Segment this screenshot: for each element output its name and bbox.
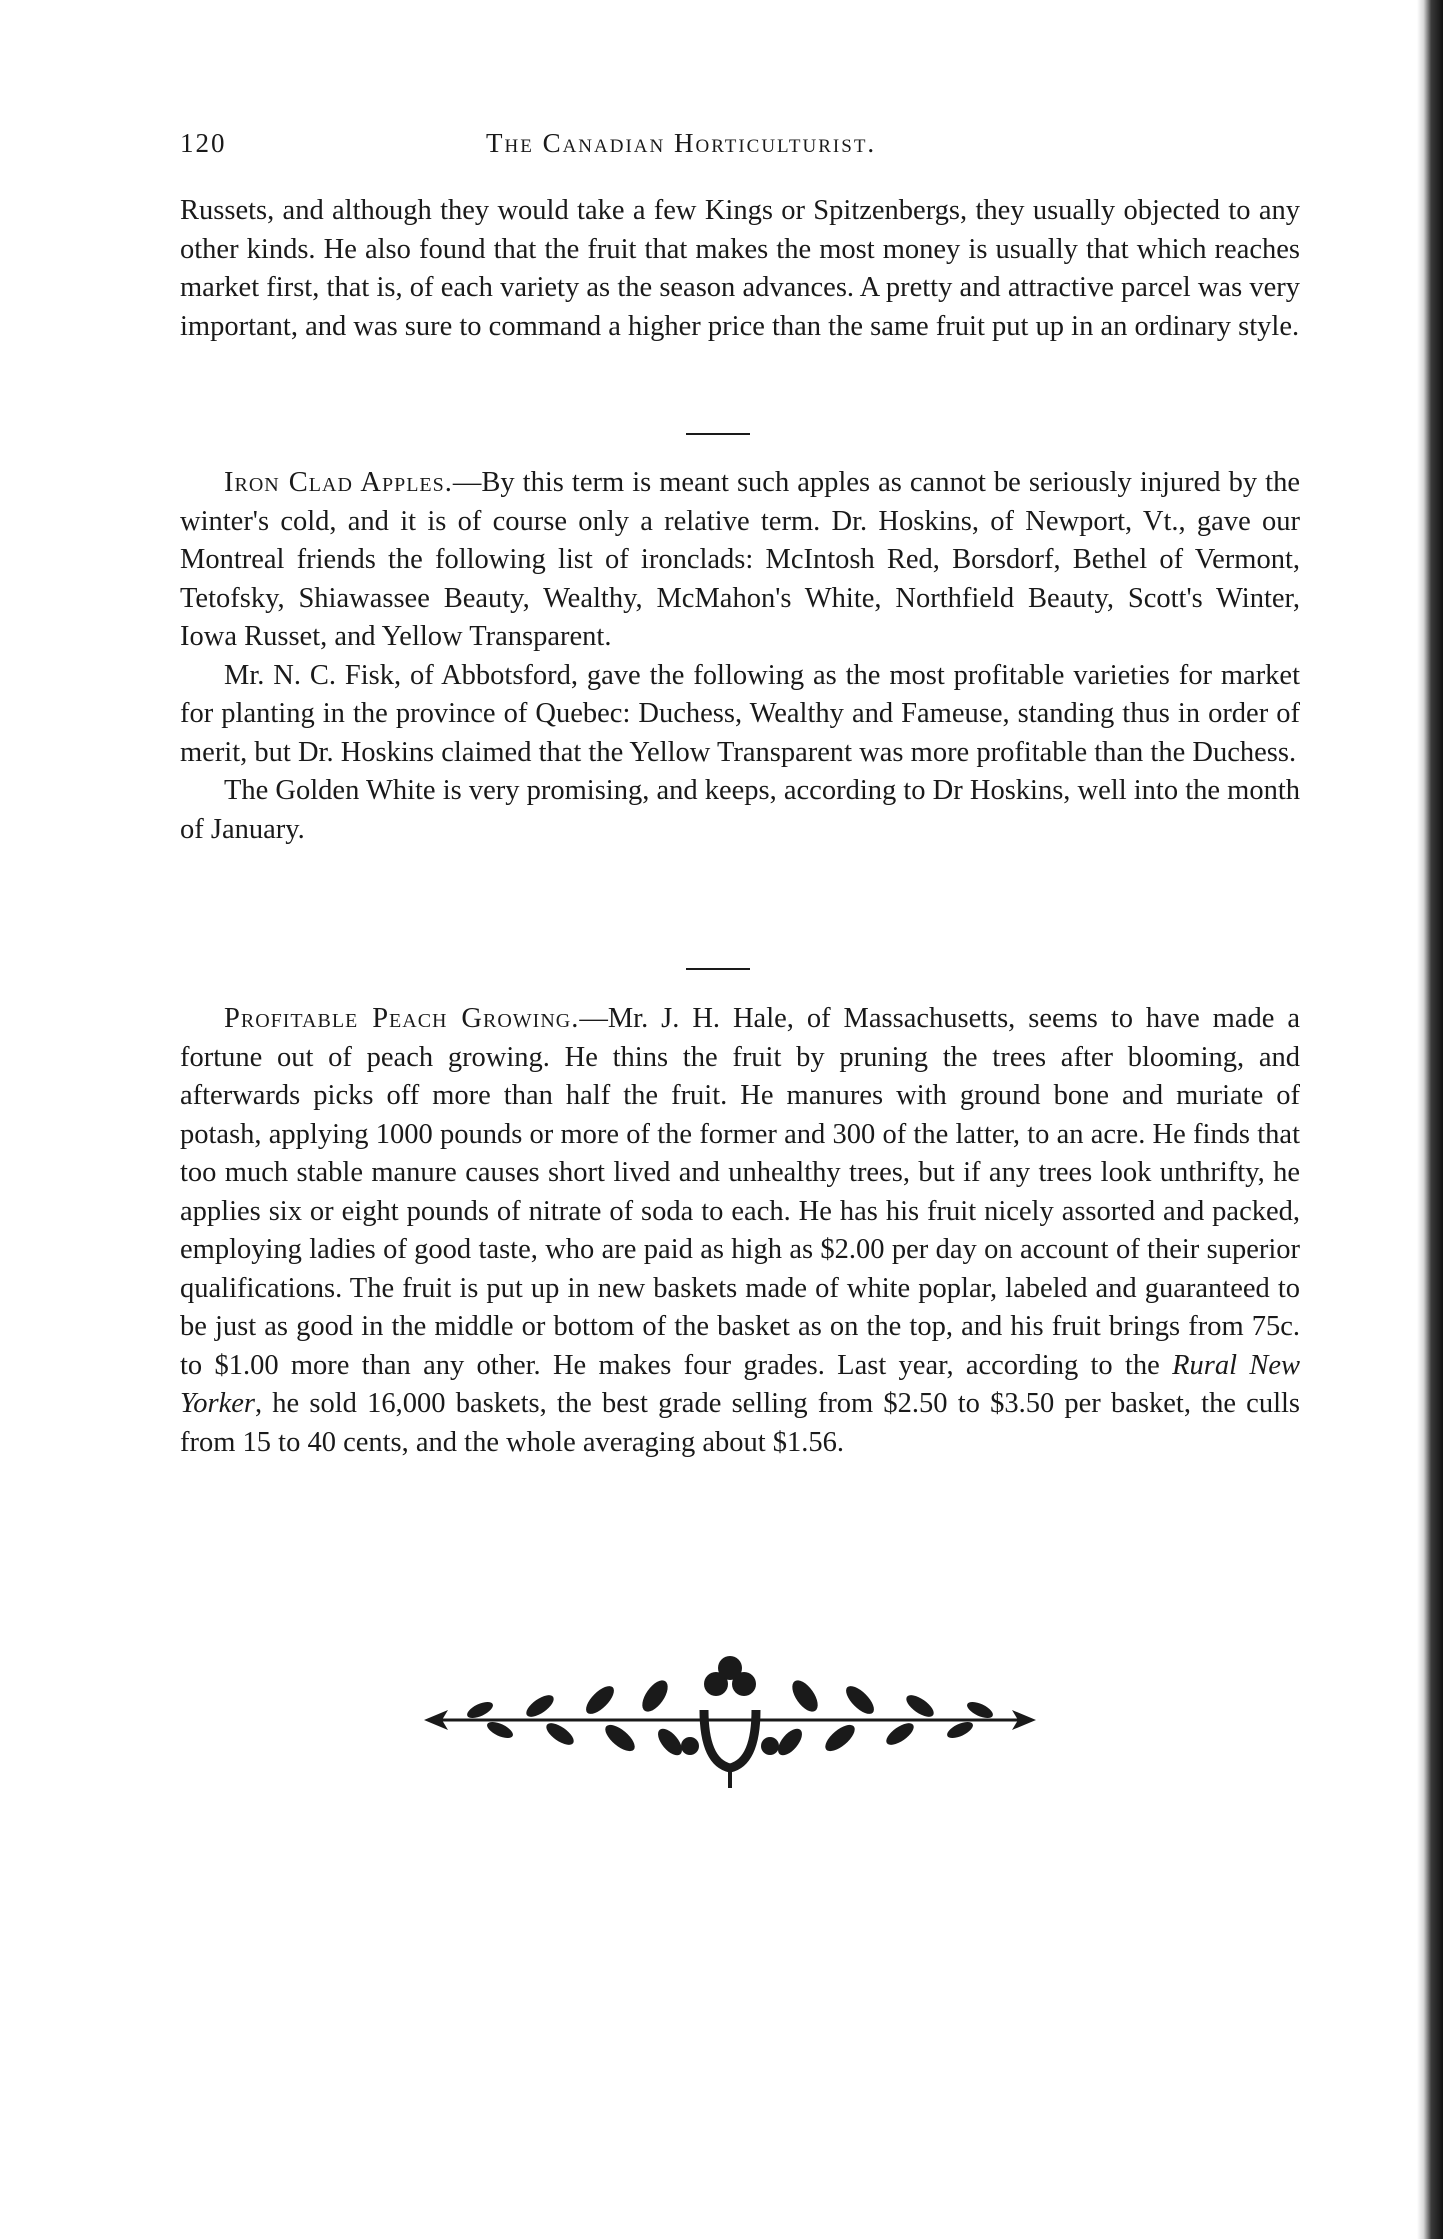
peach-section (180, 1000, 1300, 1462)
peach-text-a: —Mr. J. H. Hale, of Massachusetts, seems to have made a fortune out of peach growing. He thins the fruit by pruning the trees after blooming, and afterwards picks off more than half the fruit. He manures with ground bone and muriate of potash, applying 1000 pounds or more of the former and 300 of the latter, to an acre. He finds that too much stable manure causes short lived and unhealthy trees, but if any trees look unthrifty, he applies six or eight pounds of nitrate of soda to each. He has his fruit nicely assorted and packed, employing ladies of good taste, who are paid as high as $2.00 per day on account of their superior qualifications. The fruit is put up in new baskets made of white poplar, labeled and guaranteed to be just as good in the middle or bottom of the basket as on the top, and his fruit brings from 75c. to $1.00 more than any other. He makes four grades. Last year, according to the (180, 1003, 1300, 1381)
iron-clad-text-1: —By this term is meant such apples as cannot be seriously injured by the winter's cold, and it is of course only a relative term. Dr. Hoskins, of Newport, Vt., gave our Montreal friends the following list of ironclads: McIntosh Red, Borsdorf, Bethel of Vermont, Tetofsky, Shiawassee Beauty, Wealthy, McMahon's White, Northfield Beauty, Scott's Winter, Iowa Russet, and Yellow Transparent. (180, 467, 1300, 652)
iron-clad-section (180, 464, 1300, 849)
section-divider (686, 433, 750, 435)
running-head (180, 128, 1300, 168)
iron-clad-paragraph-3: The Golden White is very promising, and keeps, according to Dr Hoskins, well into the month of January. (180, 775, 1300, 845)
section-divider (686, 968, 750, 970)
peach-paragraph (180, 1000, 1300, 1462)
page-edge-shadow (1417, 0, 1443, 2239)
iron-clad-paragraph-2: Mr. N. C. Fisk, of Abbotsford, gave the following as the most profitable varieties for market for planting in the province of Quebec: Duchess, Wealthy and Fameuse, standing thus in order of merit, but Dr. Hoskins claimed that the Yellow Transparent was more profitable than the Duchess. (180, 659, 1300, 768)
iron-clad-heading: Iron Clad Apples. (224, 467, 453, 498)
continuation-paragraph: Russets, and although they would take a few Kings or Spitzenbergs, they usually objected to any other kinds. He also found that the fruit that makes the most money is usually that which reaches market first, that is, of each variety as the season advances. A pretty and attractive parcel was very important, and was sure to command a higher price than the same fruit put up in an ordinary style. (180, 195, 1300, 342)
publication-title: Rural New Yorker (180, 1349, 1300, 1419)
peach-heading: Profitable Peach Growing. (224, 1003, 580, 1034)
page-number: 120 (180, 128, 227, 158)
journal-title: The Canadian Horticulturist. (486, 128, 877, 158)
continuation-paragraph-block (180, 192, 1300, 346)
iron-clad-paragraph-1 (180, 464, 1300, 657)
peach-text-b: , he sold 16,000 baskets, the best grade selling from $2.50 to $3.50 per basket, the culls from 15 to 40 cents, and the whole averaging about $1.56. (180, 1388, 1300, 1458)
floral-vignette-icon (420, 1650, 1040, 1790)
